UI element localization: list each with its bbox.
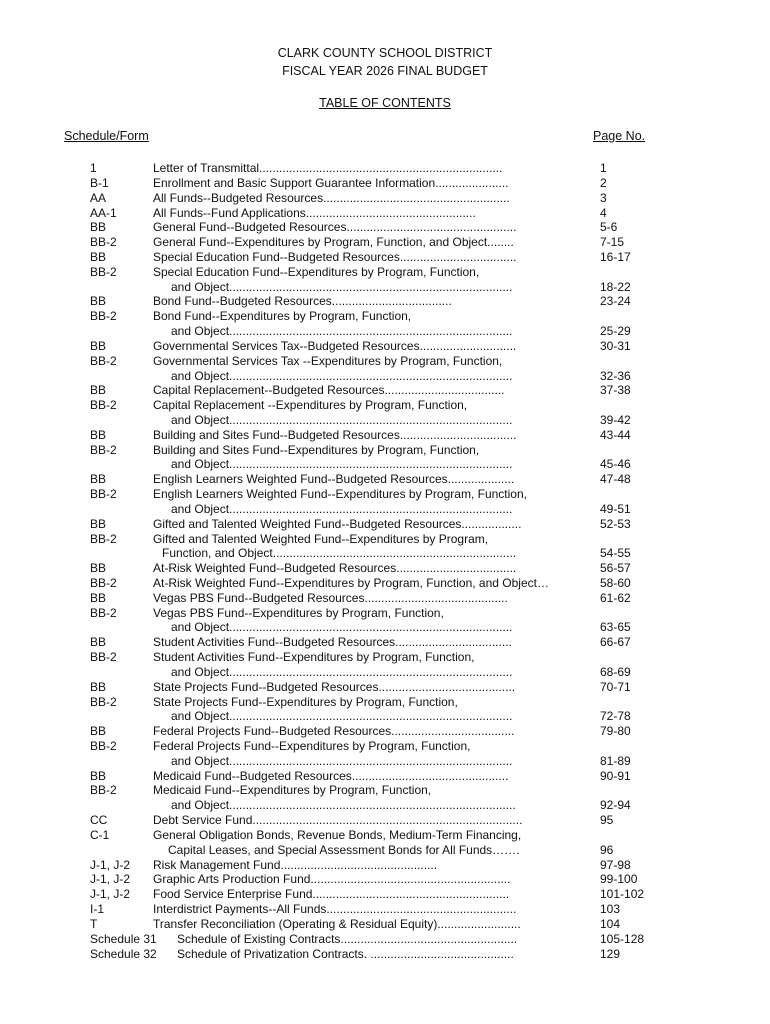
page-number: 70-71	[600, 679, 631, 694]
schedule-code: BB-2	[90, 739, 117, 753]
schedule-description: and Object.....................................................................................	[171, 324, 513, 338]
toc-row	[0, 176, 770, 191]
schedule-description: State Projects Fund--Expenditures by Program, Function,	[153, 694, 458, 709]
toc-row	[0, 650, 770, 665]
schedule-description: and Object.....................................................................................	[171, 279, 513, 294]
page-number: 7-15	[600, 235, 625, 250]
schedule-description: Capital Replacement--Budgeted Resources....................................	[153, 383, 505, 398]
toc-row	[0, 887, 770, 902]
schedule-code: B-1	[90, 175, 109, 190]
page-number: 95	[600, 813, 614, 828]
schedule-description: Debt Service Fund.................................................................................	[153, 813, 523, 828]
page-number: 32-36	[600, 368, 631, 383]
schedule-description: and Object.....................................................................................	[171, 664, 513, 679]
schedule-description: and Object.....................................................................................	[171, 457, 513, 472]
schedule-code: BB	[90, 590, 107, 605]
toc-row	[0, 250, 770, 265]
schedule-description: Food Service Enterprise Fund...........................................................	[153, 887, 510, 902]
page-number: 43-44	[600, 427, 631, 442]
schedule-code: BB-2	[90, 353, 117, 368]
schedule-description: Capital Leases, and Special Assessment Bonds for All Funds…….	[168, 842, 520, 857]
schedule-description: English Learners Weighted Fund--Budgeted Resources....................	[153, 472, 515, 487]
schedule-code: BB	[90, 561, 107, 576]
toc-row	[0, 828, 770, 843]
page-number: 90-91	[600, 768, 631, 783]
schedule-code: BB-2	[90, 487, 117, 501]
page-number: 16-17	[600, 249, 631, 264]
schedule-code: BB	[90, 472, 107, 487]
toc-row	[0, 206, 770, 221]
schedule-description: At-Risk Weighted Fund--Expenditures by Program, Function, and Object…	[153, 576, 549, 590]
schedule-description: Transfer Reconciliation (Operating & Residual Equity).........................	[153, 916, 521, 931]
page-number: 92-94	[600, 798, 631, 813]
toc-row	[0, 576, 770, 591]
schedule-description: and Object.....................................................................................	[171, 501, 513, 516]
toc-row	[0, 620, 770, 635]
schedule-description: All Funds--Budgeted Resources........................................................	[153, 190, 510, 205]
toc-row	[0, 383, 770, 398]
schedule-description: Vegas PBS Fund--Expenditures by Program, Function,	[153, 605, 444, 620]
schedule-description: State Projects Fund--Budgeted Resources.........................................	[153, 679, 516, 694]
toc-row	[0, 872, 770, 887]
page-number: 72-78	[600, 709, 631, 724]
schedule-code: C-1	[90, 827, 110, 842]
schedule-description: General Obligation Bonds, Revenue Bonds, Medium-Term Financing,	[153, 827, 522, 842]
toc-row	[0, 769, 770, 784]
toc-row	[0, 220, 770, 235]
toc-row	[0, 680, 770, 695]
toc-row	[0, 280, 770, 295]
toc-row	[0, 724, 770, 739]
schedule-description: Vegas PBS Fund--Budgeted Resources...........................................	[153, 590, 508, 605]
schedule-description: At-Risk Weighted Fund--Budgeted Resources....................................	[153, 561, 517, 576]
page-column-header: Page No.	[593, 129, 646, 143]
page-number: 2	[600, 175, 607, 190]
page-number: 129	[600, 946, 621, 961]
schedule-description: Enrollment and Basic Support Guarantee Information......................	[153, 175, 509, 190]
toc-row	[0, 754, 770, 769]
schedule-description: Federal Projects Fund--Budgeted Resources.....................................	[153, 724, 515, 739]
toc-row	[0, 487, 770, 502]
schedule-description: Governmental Services Tax--Budgeted Resources.............................	[153, 338, 517, 353]
toc-row	[0, 191, 770, 206]
page-number: 66-67	[600, 635, 631, 650]
schedule-code: 1	[90, 161, 97, 175]
schedule-code: BB-2	[90, 783, 117, 798]
page-number: 30-31	[600, 338, 631, 353]
schedule-code: BB	[90, 768, 107, 783]
district-title: CLARK COUNTY SCHOOL DISTRICT	[277, 46, 493, 60]
toc-row	[0, 665, 770, 680]
toc-row	[0, 517, 770, 532]
schedule-description: Student Activities Fund--Expenditures by Program, Function,	[153, 650, 475, 665]
page-number: 23-24	[600, 294, 631, 309]
schedule-description: Bond Fund--Budgeted Resources....................................	[153, 294, 452, 309]
schedule-description: and Object.....................................................................................	[171, 709, 513, 724]
page-number: 81-89	[600, 753, 631, 768]
toc-row	[0, 561, 770, 576]
toc-row	[0, 635, 770, 650]
toc-row	[0, 783, 770, 798]
schedule-code: BB	[90, 294, 107, 309]
page-number: 99-100	[600, 872, 638, 887]
schedule-description: Special Education Fund--Expenditures by Program, Function,	[153, 264, 480, 279]
schedule-description: and Object.....................................................................................	[171, 412, 513, 427]
toc-row	[0, 339, 770, 354]
schedule-description: General Fund--Expenditures by Program, Function, and Object........	[153, 235, 514, 250]
toc-row	[0, 591, 770, 606]
schedule-code: AA-1	[90, 205, 117, 220]
budget-title: FISCAL YEAR 2026 FINAL BUDGET	[282, 64, 488, 78]
schedule-description: and Object.....................................................................................	[171, 368, 513, 383]
schedule-code: CC	[90, 813, 108, 828]
toc-row	[0, 398, 770, 413]
schedule-code: BB	[90, 724, 107, 739]
toc-row	[0, 917, 770, 932]
schedule-code: BB	[90, 383, 107, 398]
schedule-code: T	[90, 916, 98, 931]
toc-row	[0, 369, 770, 384]
schedule-description: Graphic Arts Production Fund............................................................	[153, 872, 511, 887]
page-number: 101-102	[600, 887, 645, 902]
schedule-description: Governmental Services Tax --Expenditures by Program, Function,	[153, 353, 503, 368]
page-number: 58-60	[600, 576, 631, 590]
schedule-description: Building and Sites Fund--Budgeted Resources...................................	[153, 427, 517, 442]
schedule-code: J-1, J-2	[90, 872, 131, 887]
page-number: 97-98	[600, 857, 631, 872]
toc-row	[0, 843, 770, 858]
toc-row	[0, 413, 770, 428]
schedule-code: BB	[90, 679, 107, 694]
toc-row	[0, 161, 770, 176]
schedule-code: BB	[90, 249, 107, 264]
page-number: 61-62	[600, 590, 631, 605]
schedule-code: BB-2	[90, 309, 117, 324]
schedule-code: Schedule 32	[90, 946, 157, 961]
page-number: 4	[600, 205, 607, 220]
page-number: 68-69	[600, 664, 631, 679]
schedule-description: Medicaid Fund--Expenditures by Program, Function,	[153, 783, 432, 798]
page-number: 52-53	[600, 516, 631, 531]
page-number: 49-51	[600, 501, 631, 516]
toc-row	[0, 606, 770, 621]
schedule-column-header: Schedule/Form	[64, 129, 149, 143]
schedule-code: J-1, J-2	[90, 857, 131, 872]
toc-row	[0, 309, 770, 324]
page-number: 96	[600, 842, 614, 857]
schedule-description: Schedule of Privatization Contracts. ...........................................	[177, 946, 514, 961]
schedule-description: and Object......................................................................................	[171, 798, 516, 813]
schedule-code: BB	[90, 516, 107, 531]
page-number: 105-128	[600, 931, 645, 946]
page-number: 3	[600, 190, 607, 205]
toc-title: TABLE OF CONTENTS	[319, 96, 451, 110]
schedule-code: BB-2	[90, 650, 117, 665]
page-number: 45-46	[600, 457, 631, 472]
schedule-code: AA	[90, 190, 107, 205]
schedule-code: BB-2	[90, 398, 117, 413]
schedule-code: BB	[90, 635, 107, 650]
page-number: 18-22	[600, 279, 631, 294]
schedule-description: Function, and Object.........................................................................	[162, 546, 517, 561]
toc-row	[0, 932, 770, 947]
toc-row	[0, 709, 770, 724]
toc-row	[0, 294, 770, 309]
page-number: 25-29	[600, 324, 631, 338]
schedule-description: Letter of Transmittal.........................................................................	[153, 161, 503, 175]
toc-row	[0, 324, 770, 339]
schedule-description: Interdistrict Payments--All Funds.........................................................	[153, 902, 517, 916]
page-number: 54-55	[600, 546, 631, 561]
schedule-description: Risk Management Fund...............................................	[153, 857, 438, 872]
toc-row	[0, 235, 770, 250]
toc-row	[0, 546, 770, 561]
page-number: 39-42	[600, 412, 631, 427]
schedule-description: Student Activities Fund--Budgeted Resources...................................	[153, 635, 512, 650]
toc-row	[0, 532, 770, 547]
schedule-code: BB	[90, 338, 107, 353]
schedule-code: BB	[90, 220, 107, 235]
page-number: 1	[600, 161, 607, 175]
toc-row	[0, 739, 770, 754]
toc-row	[0, 858, 770, 873]
schedule-code: BB	[90, 427, 107, 442]
schedule-description: Gifted and Talented Weighted Fund--Budgeted Resources..................	[153, 516, 522, 531]
schedule-description: and Object.....................................................................................	[171, 620, 513, 635]
page-number: 63-65	[600, 620, 631, 635]
schedule-code: J-1, J-2	[90, 887, 131, 902]
toc-row	[0, 502, 770, 517]
toc-row	[0, 472, 770, 487]
schedule-description: and Object.....................................................................................	[171, 753, 513, 768]
schedule-description: General Fund--Budgeted Resources...................................................	[153, 220, 517, 235]
page-number: 56-57	[600, 561, 631, 576]
schedule-code: Schedule 31	[90, 931, 157, 946]
toc-row	[0, 902, 770, 917]
schedule-description: Bond Fund--Expenditures by Program, Function,	[153, 309, 412, 324]
toc-row	[0, 428, 770, 443]
page-number: 79-80	[600, 724, 631, 739]
toc-row	[0, 354, 770, 369]
schedule-code: I-1	[90, 902, 105, 916]
toc-row	[0, 457, 770, 472]
schedule-description: Schedule of Existing Contracts.....................................................	[177, 931, 518, 946]
toc-row	[0, 947, 770, 962]
schedule-description: English Learners Weighted Fund--Expenditures by Program, Function,	[153, 487, 527, 501]
toc-row	[0, 798, 770, 813]
toc-row	[0, 695, 770, 710]
toc-row	[0, 813, 770, 828]
toc-row	[0, 443, 770, 458]
page-number: 104	[600, 916, 621, 931]
schedule-code: BB-2	[90, 576, 117, 590]
page-number: 5-6	[600, 220, 618, 235]
schedule-code: BB-2	[90, 605, 117, 620]
schedule-description: Capital Replacement --Expenditures by Program, Function,	[153, 398, 468, 413]
schedule-description: All Funds--Fund Applications...................................................	[153, 205, 476, 220]
schedule-description: Building and Sites Fund--Expenditures by Program, Function,	[153, 442, 480, 457]
schedule-description: Gifted and Talented Weighted Fund--Expenditures by Program,	[153, 531, 489, 546]
schedule-code: BB-2	[90, 694, 117, 709]
schedule-description: Medicaid Fund--Budgeted Resources...............................................	[153, 768, 509, 783]
schedule-description: Federal Projects Fund--Expenditures by Program, Function,	[153, 739, 471, 753]
page-number: 103	[600, 902, 621, 916]
page-number: 47-48	[600, 472, 631, 487]
page-number: 37-38	[600, 383, 631, 398]
schedule-code: BB-2	[90, 264, 117, 279]
schedule-code: BB-2	[90, 531, 117, 546]
schedule-code: BB-2	[90, 442, 117, 457]
schedule-description: Special Education Fund--Budgeted Resources...................................	[153, 249, 517, 264]
schedule-code: BB-2	[90, 235, 117, 250]
toc-row	[0, 265, 770, 280]
